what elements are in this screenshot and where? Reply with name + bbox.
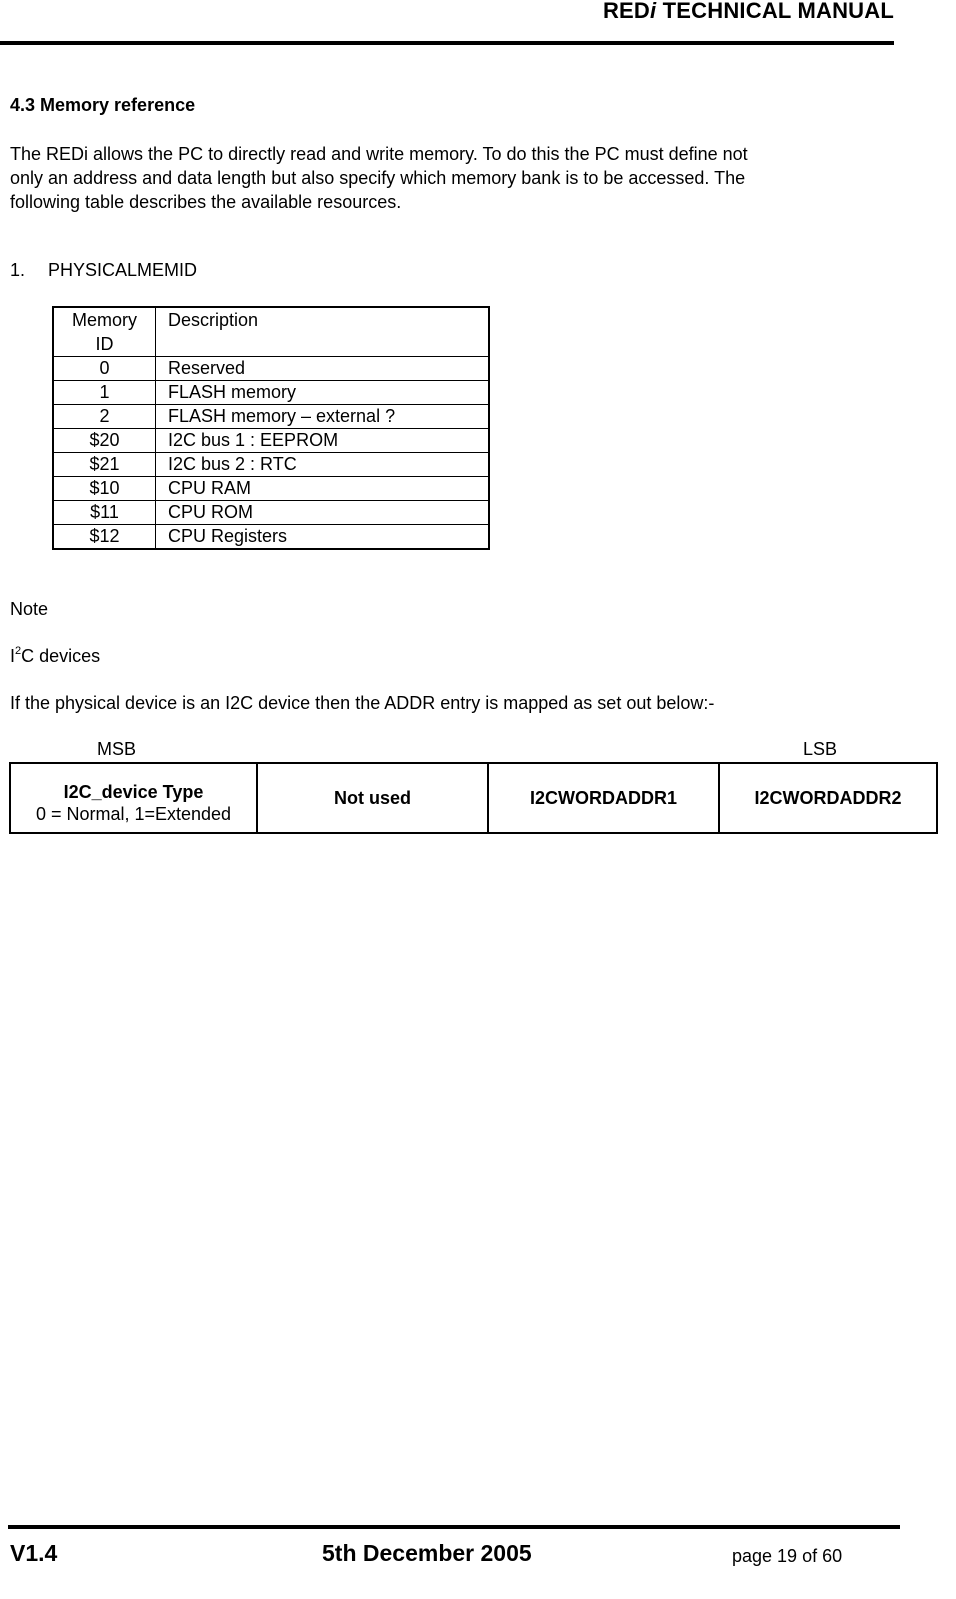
row-desc: I2C bus 1 : EEPROM (156, 429, 490, 453)
table-header-row (53, 307, 489, 357)
header-memory-id-line1: Memory (71, 310, 137, 330)
lsb-label: LSB (803, 739, 838, 759)
row-desc: I2C bus 2 : RTC (156, 453, 490, 477)
cell-wordaddr2 (719, 763, 937, 833)
device-type-sub: 0 = Normal, 1=Extended (35, 803, 232, 824)
list-number: 1. (10, 260, 26, 280)
header-memory-id (53, 307, 156, 357)
list-item-physicalmemid (10, 260, 197, 281)
addr-mapping-table (9, 762, 938, 834)
list-label: PHYSICALMEMID (48, 260, 198, 280)
table-row (53, 429, 489, 453)
footer-rule (8, 1525, 900, 1529)
intro-line-3: following table describes the available resources. (10, 192, 402, 212)
table-row (10, 763, 937, 833)
footer-version: V1.4 (10, 1540, 58, 1566)
row-desc: CPU RAM (156, 477, 490, 501)
header-title-rest: TECHNICAL MANUAL (656, 0, 894, 23)
i2c-devices-heading (10, 646, 100, 667)
footer-date: 5th December 2005 (322, 1540, 532, 1566)
i2c-superscript: 2 (15, 645, 22, 657)
intro-paragraph (10, 142, 870, 214)
row-id: $21 (53, 453, 156, 477)
row-id: 0 (53, 357, 156, 381)
table-row (53, 381, 489, 405)
table-row (53, 525, 489, 550)
intro-line-2: only an address and data length but also specify which memory bank is to be accessed. The (10, 168, 746, 188)
header-memory-id-line2: ID (95, 334, 114, 354)
wordaddr1-title: I2CWORDADDR1 (529, 787, 677, 808)
row-desc: CPU Registers (156, 525, 490, 550)
row-id: $10 (53, 477, 156, 501)
row-desc: CPU ROM (156, 501, 490, 525)
i2c-prefix: I (10, 646, 16, 666)
not-used-title: Not used (333, 787, 411, 808)
wordaddr2-title: I2CWORDADDR2 (754, 787, 902, 808)
row-id: $20 (53, 429, 156, 453)
header-description: Description (156, 307, 490, 357)
table-row (53, 477, 489, 501)
table-row (53, 405, 489, 429)
row-desc: FLASH memory – external ? (156, 405, 490, 429)
note-label: Note (10, 599, 49, 619)
row-desc: Reserved (156, 357, 490, 381)
cell-not-used (257, 763, 488, 833)
table-row (53, 357, 489, 381)
intro-line-1: The REDi allows the PC to directly read and write memory. To do this the PC must define not (10, 144, 748, 164)
device-type-title: I2C_device Type (63, 781, 204, 802)
row-id: 1 (53, 381, 156, 405)
footer-page-number: page 19 of 60 (732, 1546, 843, 1566)
cell-device-type (10, 763, 257, 833)
header-brand: RED (602, 0, 651, 23)
row-id: $11 (53, 501, 156, 525)
header-brand-italic: i (650, 0, 657, 23)
header-title (603, 0, 894, 24)
table-row (53, 501, 489, 525)
row-id: 2 (53, 405, 156, 429)
row-id: $12 (53, 525, 156, 550)
section-heading: 4.3 Memory reference (10, 95, 196, 115)
header-rule (0, 41, 894, 45)
cell-wordaddr1 (488, 763, 719, 833)
row-desc: FLASH memory (156, 381, 490, 405)
memory-id-table (52, 306, 490, 550)
i2c-suffix: C devices (21, 646, 101, 666)
mapping-text: If the physical device is an I2C device then the ADDR entry is mapped as set out below:- (10, 693, 715, 713)
msb-label: MSB (97, 739, 137, 759)
table-row (53, 453, 489, 477)
